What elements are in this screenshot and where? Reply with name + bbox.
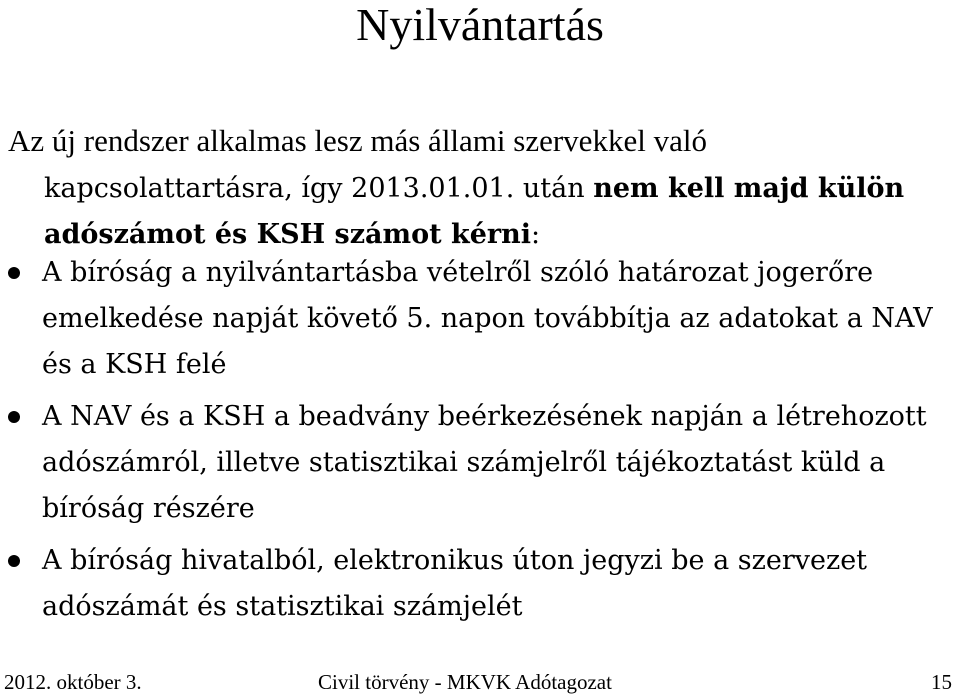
slide-footer (0, 668, 960, 696)
bullet-dot-icon (8, 411, 20, 423)
intro-colon: : (531, 219, 541, 250)
intro-continuation (8, 166, 952, 258)
bullet-item (0, 538, 960, 630)
bullet-text: A NAV és a KSH a beadvány beérkezésének napján a létrehozott adószámról, illetve statisztikai számjelről tájékoztatást küld a bíróság részére (42, 401, 927, 524)
bullet-item (0, 250, 960, 388)
bullet-item (0, 394, 960, 532)
bullet-text: A bíróság a nyilvántartásba vételről szóló határozat jogerőre emelkedése napját követő 5. napon továbbítja az adatokat a NAV és a KSH felé (42, 257, 933, 380)
bullet-dot-icon (8, 267, 20, 279)
footer-date: 2012. október 3. (4, 670, 142, 694)
intro-text: kapcsolattartásra, így 2013.01.01. után (44, 173, 594, 204)
intro-paragraph (8, 118, 952, 258)
slide-title: Nyilvántartás (356, 0, 604, 50)
intro-lead-text: Az új rendszer alkalmas lesz más állami szervekkel való (8, 123, 707, 158)
footer-title: Civil törvény - MKVK Adótagozat (318, 670, 612, 694)
bullet-text: A bíróság hivatalból, elektronikus úton jegyzi be a szervezet adószámát és statisztikai számjelét (42, 545, 868, 622)
page-number: 15 (931, 670, 952, 694)
bullet-dot-icon (8, 555, 20, 567)
intro-bold-text: nem kell majd külön adószámot és KSH számot kérni (44, 173, 905, 250)
bullet-list (0, 250, 960, 636)
